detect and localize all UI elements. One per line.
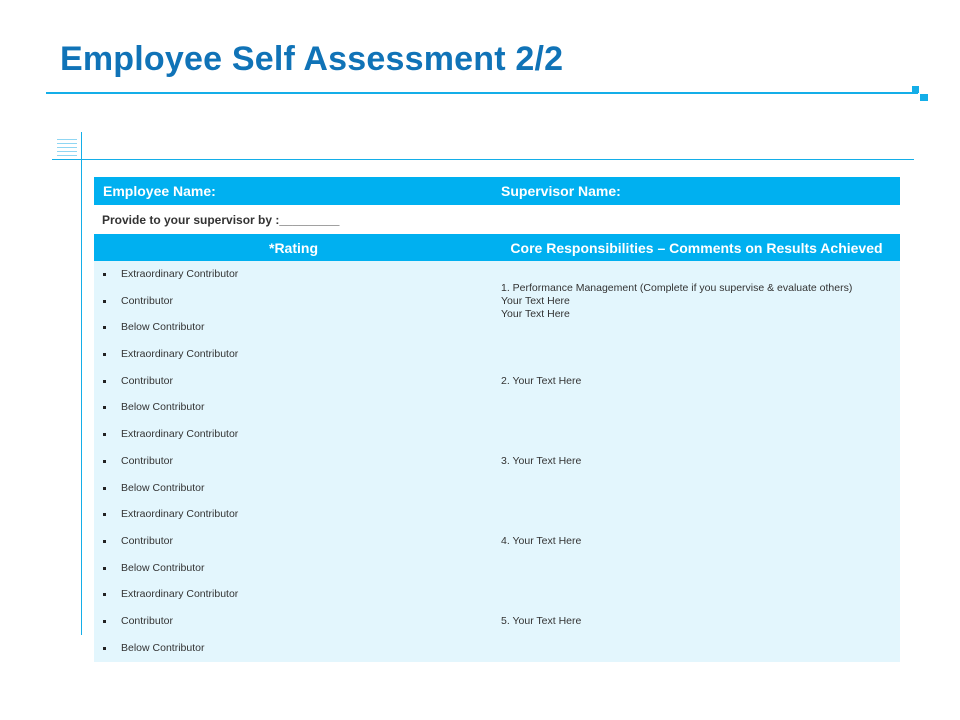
provide-by-row: [94, 205, 900, 234]
rating-option[interactable]: Contributor: [103, 454, 173, 468]
comment-5[interactable]: 5. Your Text Here: [501, 615, 582, 627]
bullet-icon: [103, 647, 106, 650]
rating-option[interactable]: Below Contributor: [103, 641, 204, 655]
assessment-form: [94, 177, 900, 662]
comment-1-text: Your Text Here: [501, 308, 570, 320]
bullet-icon: [103, 326, 106, 329]
comment-1-text: Your Text Here: [501, 295, 570, 307]
rating-column-header: *Rating: [269, 239, 318, 256]
bullet-icon: [103, 380, 106, 383]
rating-option[interactable]: Contributor: [103, 534, 173, 548]
bullet-icon: [103, 540, 106, 543]
title-divider: [46, 92, 918, 94]
rating-option[interactable]: Extraordinary Contributor: [103, 427, 238, 441]
comment-4[interactable]: 4. Your Text Here: [501, 535, 582, 547]
bullet-icon: [103, 487, 106, 490]
assessment-body: [94, 261, 900, 662]
rating-header-row: [94, 234, 900, 261]
bullet-icon: [103, 593, 106, 596]
comment-3[interactable]: 3. Your Text Here: [501, 455, 582, 467]
corner-accent-square: [912, 86, 919, 93]
decorative-horizontal-line: [52, 159, 914, 160]
bullet-icon: [103, 273, 106, 276]
bullet-icon: [103, 567, 106, 570]
comment-1-heading: 1. Performance Management (Complete if you supervise & evaluate others): [501, 282, 853, 294]
rating-option[interactable]: Extraordinary Contributor: [103, 267, 238, 281]
rating-option[interactable]: Contributor: [103, 374, 173, 388]
bullet-icon: [103, 513, 106, 516]
bullet-icon: [103, 353, 106, 356]
provide-by-label[interactable]: Provide to your supervisor by :_________: [102, 212, 340, 227]
decorative-vertical-line: [81, 132, 82, 635]
page-title: Employee Self Assessment 2/2: [60, 40, 564, 78]
names-header-row: [94, 177, 900, 205]
supervisor-name-label[interactable]: Supervisor Name:: [501, 183, 621, 199]
rating-option[interactable]: Below Contributor: [103, 481, 204, 495]
bullet-icon: [103, 460, 106, 463]
comments-column-header: Core Responsibilities – Comments on Results Achieved: [510, 239, 883, 256]
rating-option[interactable]: Below Contributor: [103, 400, 204, 414]
bullet-icon: [103, 433, 106, 436]
bullet-icon: [103, 300, 106, 303]
corner-accent-square: [920, 94, 928, 101]
rating-option[interactable]: Below Contributor: [103, 320, 204, 334]
rating-option[interactable]: Extraordinary Contributor: [103, 507, 238, 521]
rating-option[interactable]: Contributor: [103, 614, 173, 628]
comment-2[interactable]: 2. Your Text Here: [501, 375, 582, 387]
rating-option[interactable]: Below Contributor: [103, 561, 204, 575]
rating-option[interactable]: Contributor: [103, 294, 173, 308]
decorative-lines-icon: [57, 139, 77, 157]
comment-1[interactable]: [501, 282, 852, 321]
rating-option[interactable]: Extraordinary Contributor: [103, 347, 238, 361]
employee-name-label[interactable]: Employee Name:: [103, 183, 216, 199]
bullet-icon: [103, 406, 106, 409]
bullet-icon: [103, 620, 106, 623]
rating-option[interactable]: Extraordinary Contributor: [103, 587, 238, 601]
